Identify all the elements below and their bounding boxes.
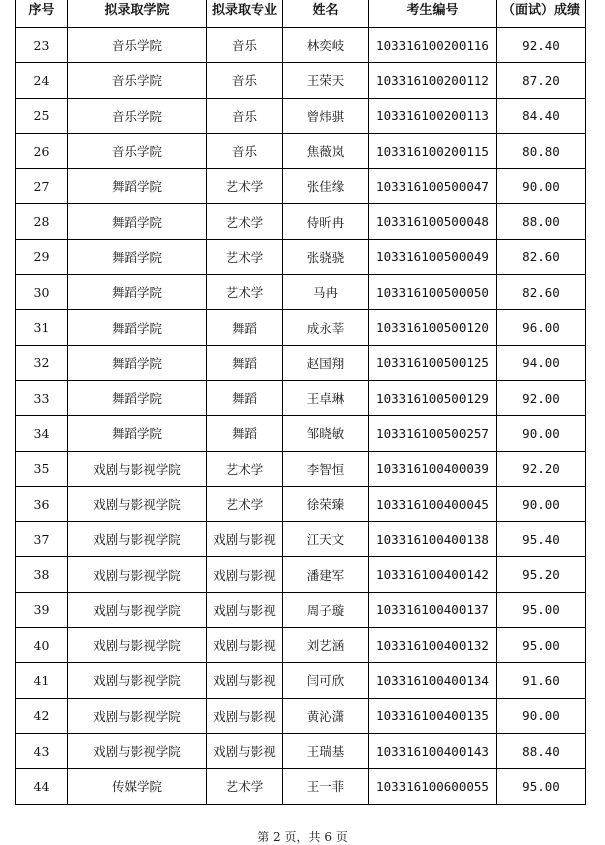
cell-major: 艺术学: [207, 769, 283, 804]
cell-name: 侍昕冉: [283, 204, 369, 239]
cell-name: 张佳缘: [283, 169, 369, 204]
cell-no: 31: [16, 310, 68, 345]
cell-no: 42: [16, 698, 68, 733]
cell-score: 92.20: [497, 451, 586, 486]
cell-no: 35: [16, 451, 68, 486]
cell-exam-id: 103316100200113: [369, 98, 497, 133]
table-row: [16, 592, 586, 627]
cell-no: 37: [16, 522, 68, 557]
page-footer: 第 2 页，共 6 页: [257, 830, 348, 844]
cell-college: 舞蹈学院: [68, 275, 207, 310]
table-row: [16, 628, 586, 663]
cell-name: 赵国翔: [283, 345, 369, 380]
cell-college: 舞蹈学院: [68, 345, 207, 380]
cell-name: 黄沁潇: [283, 698, 369, 733]
cell-college: 戏剧与影视学院: [68, 698, 207, 733]
cell-exam-id: 103316100200115: [369, 133, 497, 168]
cell-score: 90.00: [497, 486, 586, 521]
cell-score: 94.00: [497, 345, 586, 380]
cell-name: 林奕岐: [283, 28, 369, 63]
cell-college: 音乐学院: [68, 63, 207, 98]
cell-name: 王一菲: [283, 769, 369, 804]
cell-score: 82.60: [497, 239, 586, 274]
cell-no: 44: [16, 769, 68, 804]
cell-name: 王荣天: [283, 63, 369, 98]
cell-college: 戏剧与影视学院: [68, 486, 207, 521]
cell-score: 91.60: [497, 663, 586, 698]
cell-exam-id: 103316100400138: [369, 522, 497, 557]
table-row: [16, 98, 586, 133]
cell-major: 戏剧与影视: [207, 522, 283, 557]
table-header-row: [16, 0, 586, 28]
cell-major: 舞蹈: [207, 310, 283, 345]
cell-score: 96.00: [497, 310, 586, 345]
header-major: 拟录取专业: [207, 0, 283, 28]
table-row: [16, 663, 586, 698]
cell-exam-id: 103316100500257: [369, 416, 497, 451]
cell-score: 90.00: [497, 416, 586, 451]
cell-no: 33: [16, 380, 68, 415]
table-row: [16, 275, 586, 310]
cell-name: 徐荣臻: [283, 486, 369, 521]
header-exam-id: 考生编号: [369, 0, 497, 28]
cell-no: 36: [16, 486, 68, 521]
cell-college: 戏剧与影视学院: [68, 733, 207, 768]
table-row: [16, 486, 586, 521]
cell-major: 音乐: [207, 28, 283, 63]
cell-score: 88.40: [497, 733, 586, 768]
cell-exam-id: 103316100500120: [369, 310, 497, 345]
cell-college: 戏剧与影视学院: [68, 592, 207, 627]
cell-score: 90.00: [497, 698, 586, 733]
cell-major: 舞蹈: [207, 416, 283, 451]
cell-college: 音乐学院: [68, 28, 207, 63]
cell-name: 王卓琳: [283, 380, 369, 415]
cell-major: 戏剧与影视: [207, 628, 283, 663]
cell-name: 刘艺涵: [283, 628, 369, 663]
cell-major: 音乐: [207, 133, 283, 168]
cell-no: 24: [16, 63, 68, 98]
table-row: [16, 239, 586, 274]
cell-score: 90.00: [497, 169, 586, 204]
cell-no: 39: [16, 592, 68, 627]
cell-score: 84.40: [497, 98, 586, 133]
cell-exam-id: 103316100500050: [369, 275, 497, 310]
cell-major: 艺术学: [207, 239, 283, 274]
cell-name: 张骁骁: [283, 239, 369, 274]
cell-no: 40: [16, 628, 68, 663]
cell-no: 23: [16, 28, 68, 63]
header-name: 姓名: [283, 0, 369, 28]
table-row: [16, 380, 586, 415]
table-row: [16, 769, 586, 804]
cell-score: 95.20: [497, 557, 586, 592]
cell-name: 焦薇岚: [283, 133, 369, 168]
cell-no: 27: [16, 169, 68, 204]
cell-major: 舞蹈: [207, 380, 283, 415]
cell-college: 传媒学院: [68, 769, 207, 804]
cell-college: 舞蹈学院: [68, 204, 207, 239]
cell-score: 95.00: [497, 592, 586, 627]
cell-no: 25: [16, 98, 68, 133]
cell-name: 邹晓敏: [283, 416, 369, 451]
cell-major: 戏剧与影视: [207, 557, 283, 592]
cell-college: 舞蹈学院: [68, 380, 207, 415]
table-row: [16, 133, 586, 168]
cell-exam-id: 103316100500048: [369, 204, 497, 239]
cell-name: 周子璇: [283, 592, 369, 627]
cell-major: 戏剧与影视: [207, 698, 283, 733]
cell-exam-id: 103316100400045: [369, 486, 497, 521]
table-row: [16, 557, 586, 592]
cell-score: 82.60: [497, 275, 586, 310]
cell-college: 舞蹈学院: [68, 169, 207, 204]
table-row: [16, 698, 586, 733]
cell-college: 戏剧与影视学院: [68, 451, 207, 486]
cell-exam-id: 103316100400142: [369, 557, 497, 592]
cell-college: 舞蹈学院: [68, 310, 207, 345]
cell-major: 艺术学: [207, 275, 283, 310]
table-row: [16, 169, 586, 204]
table-row: [16, 416, 586, 451]
header-score: （面试）成绩: [497, 0, 586, 28]
cell-no: 43: [16, 733, 68, 768]
cell-score: 95.00: [497, 628, 586, 663]
cell-exam-id: 103316100400143: [369, 733, 497, 768]
table-row: [16, 345, 586, 380]
cell-major: 戏剧与影视: [207, 733, 283, 768]
table-row: [16, 522, 586, 557]
cell-score: 87.20: [497, 63, 586, 98]
cell-major: 音乐: [207, 63, 283, 98]
table-body: [16, 28, 586, 805]
cell-major: 戏剧与影视: [207, 592, 283, 627]
cell-major: 艺术学: [207, 204, 283, 239]
cell-no: 34: [16, 416, 68, 451]
cell-major: 艺术学: [207, 451, 283, 486]
cell-no: 38: [16, 557, 68, 592]
cell-college: 戏剧与影视学院: [68, 663, 207, 698]
cell-name: 潘建军: [283, 557, 369, 592]
admission-table: [15, 0, 586, 805]
table-row: [16, 451, 586, 486]
cell-no: 29: [16, 239, 68, 274]
cell-major: 音乐: [207, 98, 283, 133]
cell-college: 音乐学院: [68, 98, 207, 133]
cell-exam-id: 103316100500129: [369, 380, 497, 415]
table-row: [16, 204, 586, 239]
table-row: [16, 733, 586, 768]
header-college: 拟录取学院: [68, 0, 207, 28]
table-row: [16, 310, 586, 345]
cell-name: 王瑞基: [283, 733, 369, 768]
cell-name: 李智恒: [283, 451, 369, 486]
cell-exam-id: 103316100400135: [369, 698, 497, 733]
cell-college: 戏剧与影视学院: [68, 628, 207, 663]
cell-exam-id: 103316100500125: [369, 345, 497, 380]
cell-name: 江天文: [283, 522, 369, 557]
cell-name: 马冉: [283, 275, 369, 310]
cell-score: 95.40: [497, 522, 586, 557]
cell-no: 41: [16, 663, 68, 698]
cell-exam-id: 103316100500049: [369, 239, 497, 274]
cell-college: 音乐学院: [68, 133, 207, 168]
cell-no: 28: [16, 204, 68, 239]
table-row: [16, 28, 586, 63]
cell-exam-id: 103316100500047: [369, 169, 497, 204]
cell-exam-id: 103316100600055: [369, 769, 497, 804]
cell-college: 舞蹈学院: [68, 239, 207, 274]
cell-exam-id: 103316100400132: [369, 628, 497, 663]
cell-no: 26: [16, 133, 68, 168]
cell-college: 戏剧与影视学院: [68, 522, 207, 557]
cell-name: 闫可欣: [283, 663, 369, 698]
cell-exam-id: 103316100400039: [369, 451, 497, 486]
cell-exam-id: 103316100400137: [369, 592, 497, 627]
header-no: 序号: [16, 0, 68, 28]
cell-college: 舞蹈学院: [68, 416, 207, 451]
cell-no: 32: [16, 345, 68, 380]
cell-score: 92.00: [497, 380, 586, 415]
cell-major: 艺术学: [207, 169, 283, 204]
cell-score: 92.40: [497, 28, 586, 63]
cell-major: 戏剧与影视: [207, 663, 283, 698]
cell-score: 80.80: [497, 133, 586, 168]
cell-exam-id: 103316100200112: [369, 63, 497, 98]
cell-exam-id: 103316100200116: [369, 28, 497, 63]
cell-college: 戏剧与影视学院: [68, 557, 207, 592]
cell-score: 95.00: [497, 769, 586, 804]
cell-name: 成永莘: [283, 310, 369, 345]
cell-major: 舞蹈: [207, 345, 283, 380]
cell-major: 艺术学: [207, 486, 283, 521]
cell-no: 30: [16, 275, 68, 310]
cell-exam-id: 103316100400134: [369, 663, 497, 698]
table-row: [16, 63, 586, 98]
cell-score: 88.00: [497, 204, 586, 239]
cell-name: 曾炜骐: [283, 98, 369, 133]
